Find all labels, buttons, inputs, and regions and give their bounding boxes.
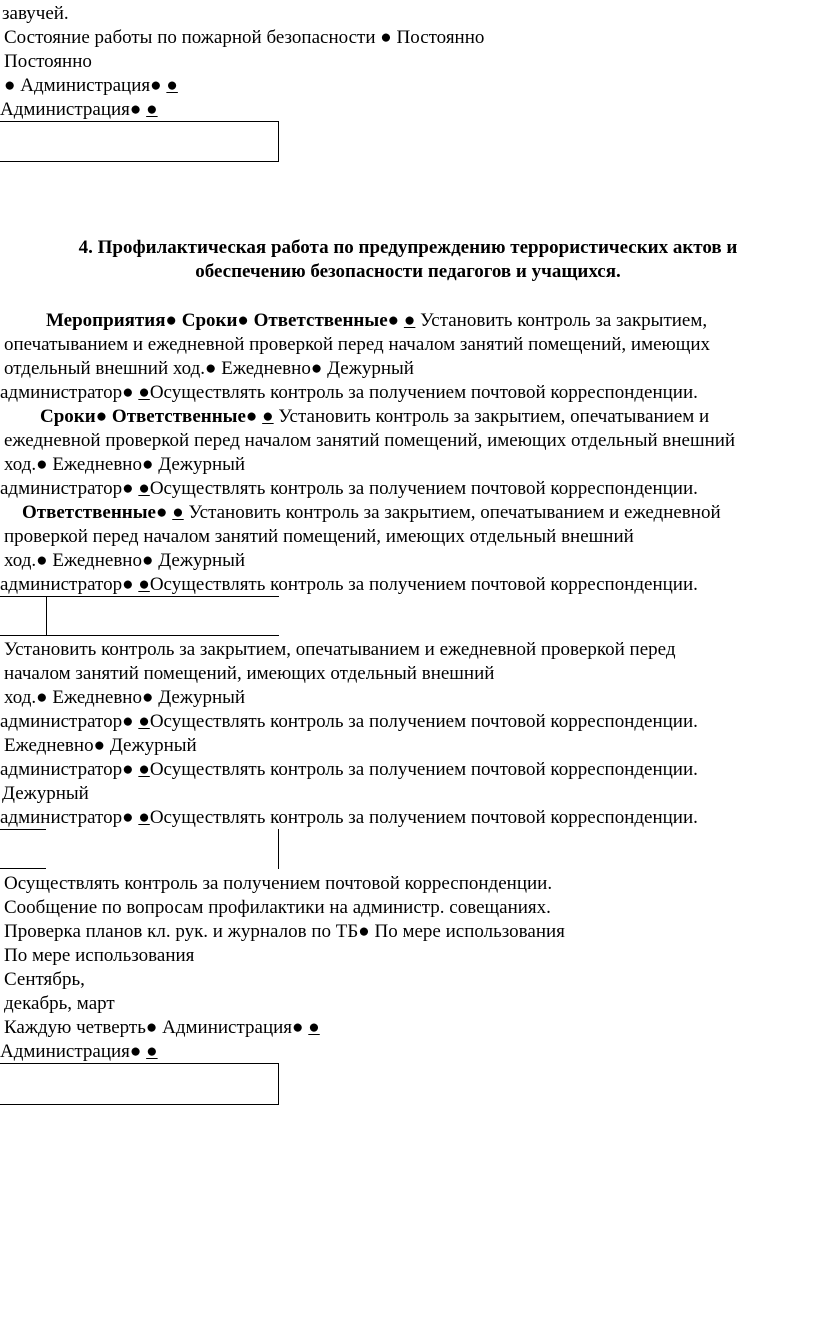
bullet-icon: ● <box>138 759 150 780</box>
text-line: Сроки● Ответственные● ● Установить контроль за закрытием, опечатыванием и <box>40 406 710 427</box>
bullet-icon: ● <box>292 1017 304 1038</box>
bullet-icon: ● <box>95 406 108 427</box>
table-border <box>46 596 47 636</box>
text-line: ход.● Ежедневно● Дежурный <box>4 687 246 708</box>
text-line: администратор● ●Осуществлять контроль за получением почтовой корреспонденции. <box>0 711 698 732</box>
bullet-icon: ● <box>166 75 178 96</box>
text-line: Ответственные● ● Установить контроль за закрытием, опечатыванием и ежедневной <box>22 502 721 523</box>
bullet-icon: ● <box>138 711 150 732</box>
bullet-icon: ● <box>138 574 150 595</box>
bullet-icon: ● <box>138 807 150 828</box>
bullet-icon: ● <box>122 759 134 780</box>
text-line: Администрация● ● <box>0 99 158 120</box>
bullet-icon: ● <box>141 454 154 475</box>
text-line: Ежедневно● Дежурный <box>4 735 197 756</box>
bullet-icon: ● <box>141 550 154 571</box>
text-line: ● Администрация● ● <box>4 75 178 96</box>
text-line: администратор● ●Осуществлять контроль за получением почтовой корреспонденции. <box>0 574 698 595</box>
table-border <box>0 829 46 830</box>
bullet-icon: ● <box>165 310 177 331</box>
bullet-icon: ● <box>310 358 323 379</box>
text-line: ежедневной проверкой перед началом занятий помещений, имеющих отдельный внешний <box>4 430 736 451</box>
bullet-icon: ● <box>129 99 142 120</box>
header-responsible: Ответственные <box>253 310 388 331</box>
text-line: отдельный внешний ход.● Ежедневно● Дежурный <box>4 358 414 379</box>
bullet-icon: ● <box>141 687 154 708</box>
text-line: Дежурный <box>2 783 89 804</box>
bullet-icon: ● <box>380 27 392 48</box>
text-line: администратор● ●Осуществлять контроль за получением почтовой корреспонденции. <box>0 382 698 403</box>
text-line: Проверка планов кл. рук. и журналов по ТБ● По мере использования <box>4 921 565 942</box>
bullet-icon: ● <box>146 1041 158 1062</box>
text-line: Администрация● ● <box>0 1041 158 1062</box>
header-terms: Сроки <box>181 310 238 331</box>
text-line: Мероприятия● Сроки● Ответственные● ● Установить контроль за закрытием, <box>46 310 708 331</box>
text-line: Постоянно <box>4 51 92 72</box>
table-border <box>0 635 279 636</box>
text-line: администратор● ●Осуществлять контроль за получением почтовой корреспонденции. <box>0 478 698 499</box>
empty-table-cell <box>0 1063 279 1105</box>
bullet-icon: ● <box>122 711 134 732</box>
text-line: Состояние работы по пожарной безопасности ● Постоянно <box>4 27 485 48</box>
bullet-icon: ● <box>122 382 134 403</box>
bullet-icon: ● <box>150 75 162 96</box>
bullet-icon: ● <box>146 99 158 120</box>
text-line: началом занятий помещений, имеющих отдельный внешний <box>4 663 495 684</box>
bullet-icon: ● <box>138 478 150 499</box>
text-line: ход.● Ежедневно● Дежурный <box>4 550 246 571</box>
text-line: проверкой перед началом занятий помещений, имеющих отдельный внешний <box>4 526 634 547</box>
text-line: завучей. <box>2 3 69 24</box>
bullet-icon: ● <box>122 807 134 828</box>
bullet-icon: ● <box>172 502 184 523</box>
text-line: Каждую четверть● Администрация● ● <box>4 1017 320 1038</box>
bullet-icon: ● <box>36 687 48 708</box>
bullet-icon: ● <box>387 310 400 331</box>
header-events: Мероприятия <box>46 310 166 331</box>
text-line: администратор● ●Осуществлять контроль за получением почтовой корреспонденции. <box>0 807 698 828</box>
bullet-icon: ● <box>36 454 48 475</box>
bullet-icon: ● <box>122 574 134 595</box>
bullet-icon: ● <box>205 358 217 379</box>
section-title: обеспечению безопасности педагогов и учащихся. <box>195 261 621 282</box>
bullet-icon: ● <box>36 550 48 571</box>
text-line: Сообщение по вопросам профилактики на администр. совещаниях. <box>4 897 551 918</box>
bullet-icon: ● <box>262 406 274 427</box>
bullet-icon: ● <box>245 406 258 427</box>
table-border <box>278 829 279 869</box>
bullet-icon: ● <box>129 1041 142 1062</box>
bullet-icon: ● <box>145 1017 158 1038</box>
bullet-icon: ● <box>93 735 106 756</box>
text-line: опечатыванием и ежедневной проверкой перед началом занятий помещений, имеющих <box>4 334 711 355</box>
bullet-icon: ● <box>4 75 16 96</box>
text-line: Установить контроль за закрытием, опечатыванием и ежедневной проверкой перед <box>4 639 676 660</box>
text-line: ход.● Ежедневно● Дежурный <box>4 454 246 475</box>
bullet-icon: ● <box>156 502 168 523</box>
table-border <box>0 868 46 869</box>
bullet-icon: ● <box>237 310 249 331</box>
text-line: администратор● ●Осуществлять контроль за получением почтовой корреспонденции. <box>0 759 698 780</box>
bullet-icon: ● <box>308 1017 320 1038</box>
empty-table-cell <box>0 121 279 162</box>
text-line: декабрь, март <box>4 993 115 1014</box>
bullet-icon: ● <box>122 478 134 499</box>
table-border <box>0 596 279 597</box>
bullet-icon: ● <box>403 310 416 331</box>
text-line: Осуществлять контроль за получением почтовой корреспонденции. <box>4 873 553 894</box>
bullet-icon: ● <box>138 382 150 403</box>
text-line: Сентябрь, <box>4 969 85 990</box>
text-line: По мере использования <box>4 945 195 966</box>
section-title: 4. Профилактическая работа по предупреждению террористических актов и <box>78 237 738 258</box>
bullet-icon: ● <box>358 921 370 942</box>
